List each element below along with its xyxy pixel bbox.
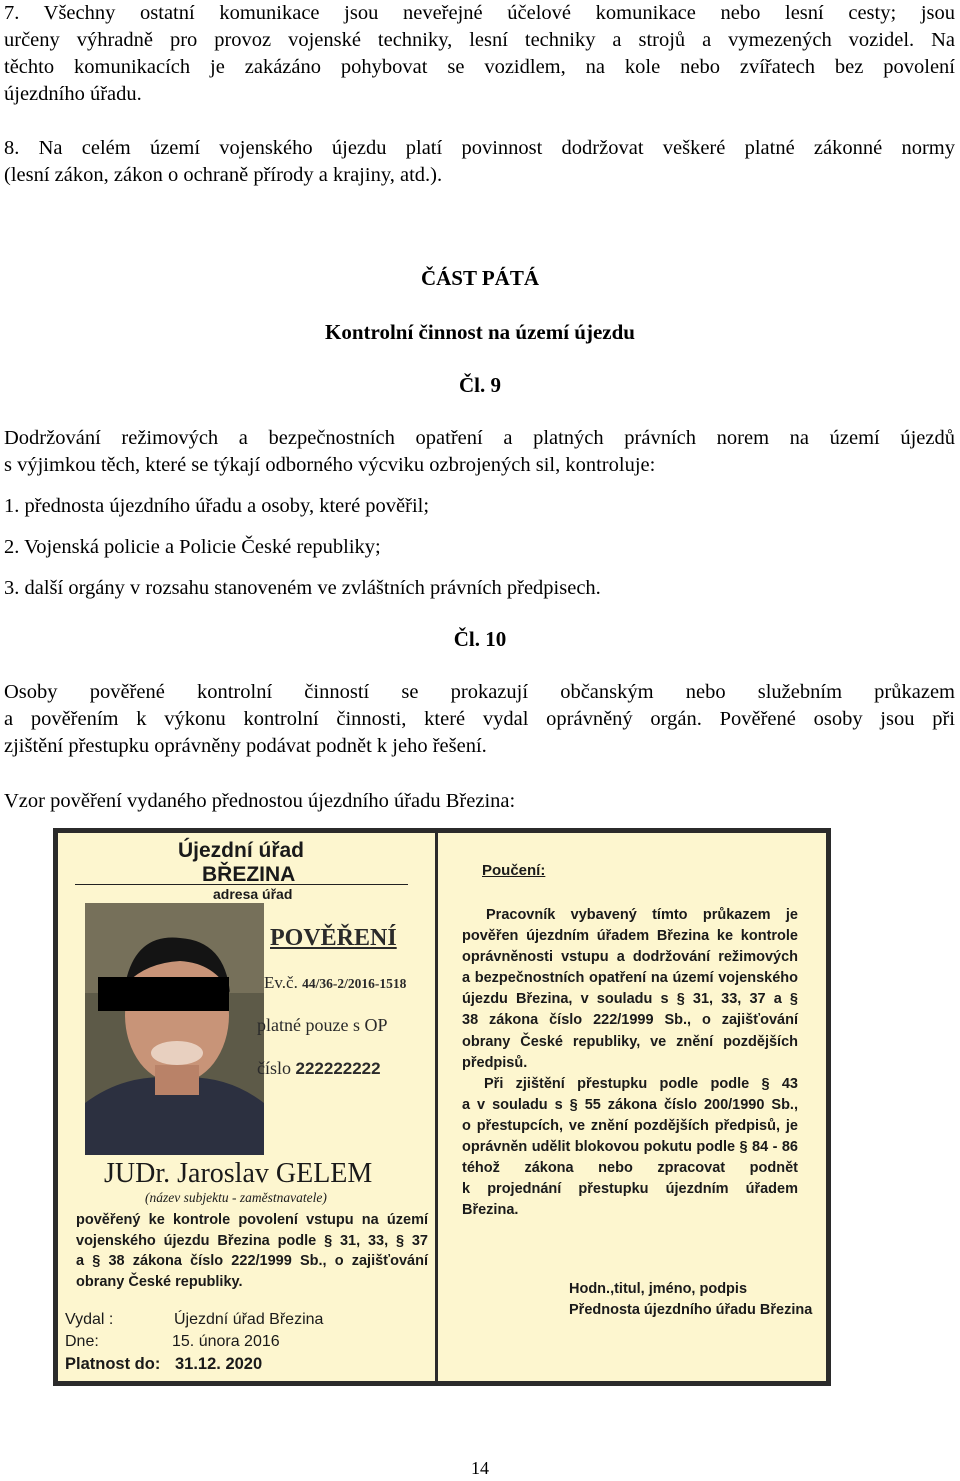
authorization-card <box>53 828 831 1386</box>
card-holder-name: JUDr. Jaroslav GELEM <box>104 1158 373 1189</box>
card-signature-line-1: Hodn.,titul, jméno, podpis <box>569 1281 748 1297</box>
card-notice-line-12: oprávněn udělit blokovou pokutu podle § 84 - 86 <box>462 1139 798 1156</box>
card-office-address: adresa úřad <box>213 886 293 902</box>
card-date-label: Dne: <box>65 1333 99 1350</box>
card-id-value: 222222222 <box>295 1059 381 1078</box>
card-document-title: POVĚŘENÍ <box>270 925 397 951</box>
card-valid-only: platné pouze s OP <box>257 1015 388 1035</box>
card-notice-heading: Poučení: <box>482 862 546 879</box>
article-9-heading: Čl. 9 <box>459 373 501 397</box>
article-10-line-3: zjištění přestupku oprávněny podávat podnět k jeho řešení. <box>4 735 487 757</box>
part-title: ČÁST PÁTÁ <box>420 266 540 290</box>
card-notice-line-5: újezdu Březina, v souladu s § 31, 33, 37 a § <box>462 991 798 1008</box>
card-ev-label: Ev.č. <box>264 973 298 992</box>
card-signature-line-2: Přednosta újezdního úřadu Březina <box>569 1302 813 1318</box>
card-ev-number <box>264 973 406 993</box>
card-notice-line-7: obrany České republiky, ve znění pozdějších <box>462 1033 798 1050</box>
article-9-item-1: 1. přednosta újezdního úřadu a osoby, které pověřil; <box>4 495 430 517</box>
paragraph-8-line-1: 8. Na celém území vojenského újezdu platí povinnost dodržovat veškeré platné zákonné normy <box>4 137 955 159</box>
article-10-line-2: a pověřením k výkonu kontrolní činnosti, které vydal oprávněný orgán. Pověřené osoby jsou při <box>4 708 955 730</box>
part-subtitle: Kontrolní činnost na území újezdu <box>325 320 635 344</box>
card-grant-line-2: vojenského újezdu Březina podle § 31, 33, § 37 <box>76 1232 428 1249</box>
card-notice-line-3: oprávněnosti vstupu a dodržování režimových <box>462 949 798 966</box>
page-number: 14 <box>471 1458 489 1478</box>
paragraph-7-line-3: těchto komunikacích je zakázáno pohybovat se vozidlem, na kole nebo zvířatech bez povolení <box>4 56 955 78</box>
card-grant-line-3: a § 38 zákona číslo 222/1999 Sb., o zajišťování <box>76 1253 428 1270</box>
article-9-item-2: 2. Vojenská policie a Policie České republiky; <box>4 536 381 558</box>
paragraph-7-line-4: újezdního úřadu. <box>4 83 142 105</box>
card-notice-line-8: předpisů. <box>462 1054 528 1071</box>
card-office-city: BŘEZINA <box>202 863 296 886</box>
card-grant-line-4: obrany České republiky. <box>76 1274 243 1291</box>
card-notice-line-6: 38 zákona číslo 222/1999 Sb., o zajišťování <box>462 1012 798 1029</box>
card-ev-value: 44/36-2/2016-1518 <box>302 976 407 991</box>
card-grant-line-1: pověřený ke kontrole povolení vstupu na území <box>76 1212 428 1228</box>
card-notice-line-1: Pracovník vybavený tímto průkazem je <box>486 907 798 923</box>
card-notice-line-13: téhož zákona nebo zpracovat podnět <box>462 1160 798 1177</box>
article-9-intro-line-1: Dodržování režimových a bezpečnostních opatření a platných právních norem na území újezdů <box>4 427 955 449</box>
card-notice-text <box>462 905 798 1221</box>
article-10-heading: Čl. 10 <box>453 627 507 651</box>
holder-photo <box>85 903 264 1155</box>
paragraph-7-line-2: určeny výhradně pro provoz vojenské techniky, lesní techniky a strojů a vymezených vozidel. Na <box>4 29 955 51</box>
card-notice-line-2: pověřen újezdním úřadem Březina ke kontrole <box>462 928 798 945</box>
article-9-intro-line-2: s výjimkou těch, které se týkají odborného výcviku ozbrojených sil, kontroluje: <box>4 454 656 476</box>
card-notice-line-9: Při zjištění přestupku podle podle § 43 <box>484 1075 798 1092</box>
paragraph-8-line-2: (lesní zákon, zákon o ochraně přírody a krajiny, atd.). <box>4 164 443 186</box>
card-valid-until-value: 31.12. 2020 <box>175 1355 263 1373</box>
article-10-line-1: Osoby pověřené kontrolní činností se prokazují občanským nebo služebním průkazem <box>4 681 955 703</box>
article-9-item-3: 3. další orgány v rozsahu stanoveném ve zvláštních právních předpisech. <box>4 577 601 599</box>
card-id-number <box>257 1058 381 1079</box>
card-office-name: Újezdní úřad <box>178 839 305 862</box>
card-front <box>58 833 435 1381</box>
card-date-value: 15. února 2016 <box>172 1333 280 1350</box>
card-notice-line-4: a bezpečnostních opatření na území vojenského <box>462 970 798 987</box>
card-notice-line-15: Březina. <box>462 1202 519 1219</box>
card-issued-by-label: Vydal : <box>65 1311 114 1328</box>
sample-caption: Vzor pověření vydaného přednostou újezdního úřadu Březina: <box>4 790 516 812</box>
card-notice-line-10: a v souladu s § 55 zákona číslo 200/1990 Sb., <box>462 1096 798 1113</box>
card-valid-until-label: Platnost do: <box>65 1355 161 1373</box>
card-notice-line-11: o přestupcích, ve znění pozdějších předpisů, je <box>462 1117 798 1134</box>
card-back <box>438 833 826 1381</box>
redaction-bar <box>98 977 229 1011</box>
card-id-label: číslo <box>257 1058 291 1078</box>
holder-photo-image <box>85 903 264 1155</box>
card-notice-line-14: k projednání přestupku újezdním úřadem <box>462 1181 798 1198</box>
card-header-rule <box>75 884 408 885</box>
paragraph-7-line-1: 7. Všechny ostatní komunikace jsou neveřejné účelové komunikace nebo lesní cesty; jsou <box>4 2 955 24</box>
card-grant-text <box>76 1210 428 1293</box>
card-issued-by-value: Újezdní úřad Březina <box>174 1311 324 1328</box>
card-holder-note: (název subjektu - zaměstnavatele) <box>145 1190 327 1205</box>
